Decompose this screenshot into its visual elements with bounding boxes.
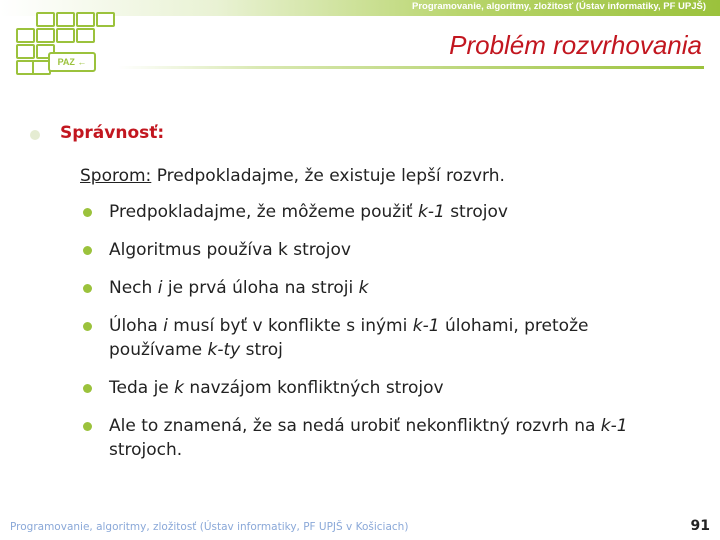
item-text: navzájom konfliktných strojov xyxy=(184,378,444,398)
item-text: k-1 xyxy=(600,416,628,436)
lead-sentence xyxy=(80,166,505,186)
course-name: Programovanie, algoritmy, zložitosť (Ústav informatiky, PF UPJŠ) xyxy=(411,1,706,12)
list-item xyxy=(80,276,680,300)
footer-text: Programovanie, algoritmy, zložitosť (Ústav informatiky, PF UPJŠ v Košiciach) xyxy=(10,521,409,533)
item-text: Predpokladajme, že môžeme použiť xyxy=(109,202,418,222)
bullet-icon xyxy=(83,246,92,255)
section-heading: Správnosť: xyxy=(60,123,165,143)
list-item xyxy=(80,414,680,462)
logo-label: PAZ ← xyxy=(48,52,96,72)
item-text: k-1 xyxy=(418,202,445,222)
argument-list xyxy=(80,200,680,462)
title-divider xyxy=(118,66,704,69)
item-text: Algoritmus používa k strojov xyxy=(109,240,351,260)
item-text: i xyxy=(157,278,163,298)
item-text: Úloha xyxy=(109,316,164,336)
item-text: strojoch. xyxy=(109,440,183,460)
item-text: Teda je xyxy=(109,378,175,398)
item-text: strojov xyxy=(444,202,508,222)
item-text: Ale to znamená, že sa nedá urobiť nekonfliktný rozvrh na xyxy=(109,416,601,436)
item-text: musí byť v konflikte s inými xyxy=(167,316,413,336)
slide-title: Problém rozvrhovania xyxy=(449,30,702,60)
item-text: k xyxy=(358,278,369,298)
lead-text: Predpokladajme, že existuje lepší rozvrh. xyxy=(151,166,505,186)
lead-label: Sporom: xyxy=(80,166,152,186)
list-item xyxy=(80,200,680,224)
item-text: k-1 xyxy=(412,316,440,336)
item-text: stroj xyxy=(240,340,283,360)
item-text: k-ty xyxy=(207,340,241,360)
page-number: 91 xyxy=(690,518,710,534)
bullet-icon xyxy=(83,384,92,393)
paz-logo xyxy=(14,12,114,74)
item-text: úlohami, pretože používame xyxy=(109,316,589,360)
bullet-icon xyxy=(83,284,92,293)
list-item xyxy=(80,314,680,362)
bullet-icon xyxy=(83,322,92,331)
bullet-icon xyxy=(83,208,92,217)
item-text: k xyxy=(174,378,185,398)
bullet-icon xyxy=(83,422,92,431)
list-item xyxy=(80,238,680,262)
list-item xyxy=(80,376,680,400)
item-text: Nech xyxy=(109,278,158,298)
item-text: je prvá úloha na stroji xyxy=(162,278,359,298)
item-text: i xyxy=(163,316,168,336)
heading-bullet-icon xyxy=(30,130,40,140)
